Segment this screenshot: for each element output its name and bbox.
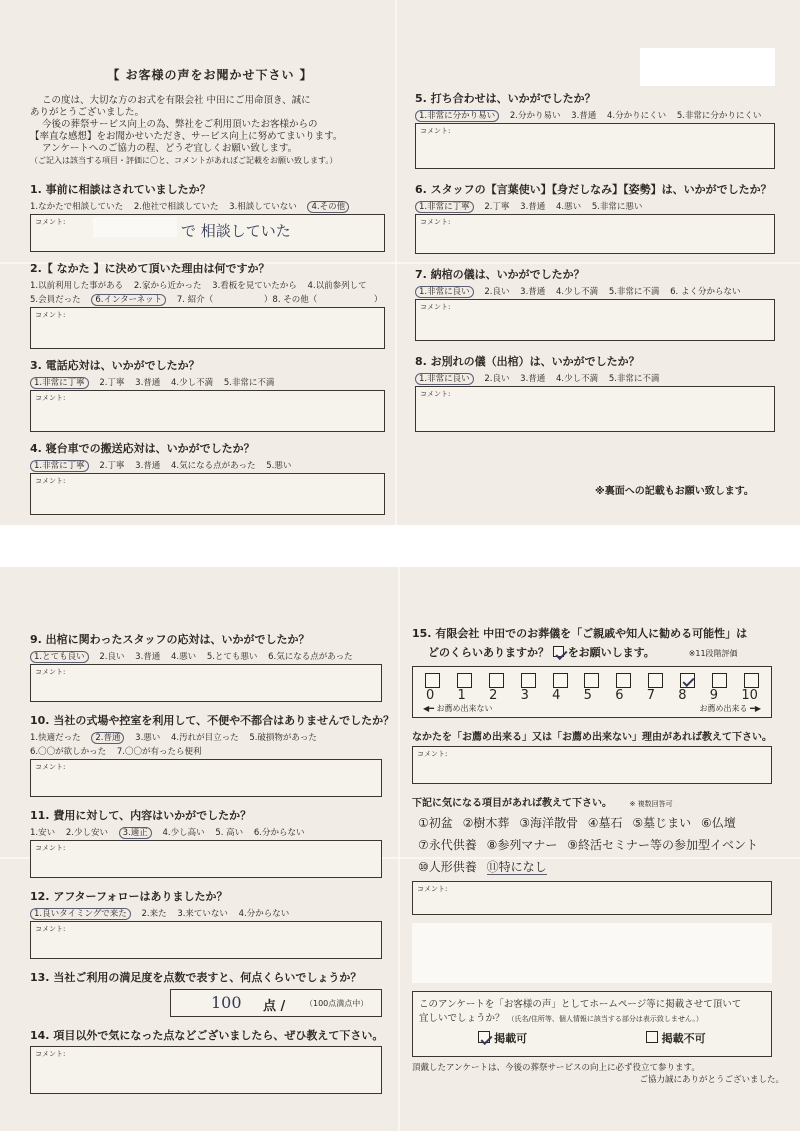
comment-box[interactable] [415, 214, 775, 254]
option[interactable]: 5.非常に分かりにくい [676, 111, 762, 121]
question-options [30, 376, 390, 388]
comment-box[interactable] [415, 386, 775, 432]
reason-prompt: なかたを「お薦め出来る」又は「お薦め出来ない」理由があれば教えて下さい。 [412, 732, 772, 743]
question-4 [30, 440, 390, 515]
question-7 [415, 266, 785, 341]
scale-checkbox[interactable] [489, 673, 504, 688]
redacted-area [640, 48, 775, 86]
question-title: 10. 当社の式場や控室を利用して、不便や不都合はありませんでしたか？ [30, 714, 395, 727]
comment-label: コメント: [417, 885, 448, 893]
option[interactable]: 1.以前利用した事がある [30, 281, 124, 291]
comment-box[interactable] [415, 299, 775, 341]
question-5 [415, 90, 785, 169]
consent-text: このアンケートを「お客様の声」としてホームページ等に掲載させて頂いて [419, 999, 742, 1010]
option[interactable]: 3.普通 [135, 378, 161, 388]
question-2 [30, 260, 390, 349]
comment-box[interactable] [30, 390, 385, 432]
comment-box[interactable] [30, 214, 385, 252]
option[interactable]: 2.良い [484, 374, 510, 384]
arrow-right-icon: ━▶ [750, 704, 761, 713]
checkbox-icon [478, 1031, 490, 1043]
comment-box[interactable] [30, 664, 382, 702]
comment-label: コメント: [420, 390, 451, 398]
comment-box[interactable] [415, 123, 775, 169]
comment-label: コメント: [35, 763, 66, 771]
question-options [30, 459, 390, 471]
option[interactable]: 6.気になる点があった [268, 652, 353, 662]
question-title: 14. 項目以外で気になった点などございましたら、ぜひ教えて下さい。 [30, 1029, 384, 1042]
option[interactable]: 7. 紹介（ [176, 295, 214, 305]
scale-checkbox[interactable] [521, 673, 536, 688]
option[interactable]: 3.普通 [135, 461, 161, 471]
option-selected[interactable]: 1.非常に丁寧 [30, 460, 89, 472]
scale-checkbox[interactable] [744, 673, 759, 688]
question-title: 12. アフターフォローはありましたか？ [30, 890, 228, 903]
option[interactable]: 1.安い [30, 828, 56, 838]
scale-checkbox[interactable] [648, 673, 663, 688]
item[interactable]: ③海洋散骨 [519, 816, 578, 830]
option[interactable]: 4.分かりにくい [606, 111, 667, 121]
option-selected[interactable]: 1.とても良い [30, 651, 89, 663]
items-note: ※ 複数回答可 [629, 800, 673, 808]
comment-label: コメント: [35, 1050, 66, 1058]
scale-checkbox[interactable] [553, 673, 568, 688]
question-title: 13. 当社ご利用の満足度を点数で表すと、何点くらいでしょうか？ [30, 971, 362, 984]
comment-box[interactable] [412, 746, 772, 784]
question-title: 4. 寝台車での搬送応対は、いかがでしたか？ [30, 442, 255, 455]
question-options [30, 907, 390, 919]
closing-text: ご協力誠にありがとうございました。 [639, 1075, 784, 1085]
item[interactable]: ②樹木葬 [462, 816, 510, 830]
option[interactable]: 1.快適だった [30, 733, 81, 743]
question-options [415, 372, 785, 384]
option[interactable]: 2.丁寧 [99, 461, 125, 471]
comment-label: コメント: [35, 477, 66, 485]
scale-checkbox[interactable] [425, 673, 440, 688]
comment-label: コメント: [417, 750, 448, 758]
option[interactable]: 6.分からない [253, 828, 305, 838]
question-options [30, 731, 390, 743]
question-options [415, 200, 785, 212]
option[interactable]: 2.少し安い [65, 828, 108, 838]
question-11 [30, 807, 390, 878]
option[interactable]: 2.良い [484, 287, 510, 297]
option[interactable]: 3.普通 [520, 374, 546, 384]
question-title: 2.【 なかた 】に決めて頂いた理由は何ですか？ [30, 262, 270, 275]
option-selected[interactable]: 1.非常に丁寧 [30, 377, 89, 389]
option[interactable]: 4.少し高い [162, 828, 205, 838]
option[interactable]: 5.破損物があった [249, 733, 317, 743]
option[interactable]: 3.普通 [520, 287, 546, 297]
option[interactable]: 6.〇〇が欲しかった [30, 747, 107, 757]
question-12 [30, 888, 390, 959]
option[interactable]: 4.少し不満 [555, 374, 599, 384]
option-selected[interactable]: 1.非常に分かり易い [415, 110, 499, 122]
comment-box[interactable] [30, 473, 385, 515]
intro-text: この度は、大切な方のお式を有限会社 中田にご用命頂き、誠に ありがとうございました。 今後の葬祭サービス向上の為、弊社をご利用頂いたお客様からの 【率直な感想】をお聞かせいただき、サービス向上に努めてまいります。 アンケートへのご協力の程、どうぞ宜しくお願い致します。 （ご記入は該当する項目・評価に〇と、コメントがあればご記載をお願い致します。） [30, 95, 343, 165]
rating-note: ※11段階評価 [688, 649, 738, 658]
question-8 [415, 353, 785, 432]
option[interactable]: 2.他社で相談していた [133, 202, 219, 212]
option[interactable]: 4.汚れが目立った [170, 733, 239, 743]
option[interactable]: 3.普通 [135, 652, 161, 662]
option-selected[interactable]: 1.非常に良い [415, 286, 474, 298]
scale-checkbox-selected[interactable] [680, 673, 695, 688]
option-selected[interactable]: 1.非常に丁寧 [415, 201, 474, 213]
option[interactable]: 5.悪い [266, 461, 292, 471]
handwritten-score: 100 [211, 993, 242, 1012]
fold-line [398, 567, 400, 1131]
score-max-note: （100点満点中） [305, 999, 369, 1008]
question-title: 3. 電話応対は、いかがでしたか？ [30, 359, 200, 372]
item[interactable]: ①初盆 [418, 816, 453, 830]
option[interactable]: 6. よく分からない [670, 287, 741, 297]
question-options [30, 745, 390, 757]
item[interactable]: ⑩人形供養 [418, 860, 477, 874]
question-title: 8. お別れの儀（出棺）は、いかがでしたか？ [415, 355, 640, 368]
question-options [415, 109, 785, 121]
score-box[interactable] [170, 989, 382, 1017]
comment-label: コメント: [35, 218, 66, 226]
option[interactable]: 4.少し不満 [555, 287, 599, 297]
option[interactable]: 2.来た [141, 909, 167, 919]
scale-checkboxes [423, 673, 761, 688]
question-6 [415, 181, 785, 254]
question-title: 6. スタッフの【言葉使い】【身だしなみ】【姿勢】は、いかがでしたか？ [415, 183, 772, 196]
option[interactable]: 2.丁寧 [484, 202, 510, 212]
checkbox-icon [646, 1031, 658, 1043]
consent-options [419, 1030, 765, 1046]
comment-box[interactable] [412, 881, 772, 915]
option[interactable]: 5. 高い [215, 828, 244, 838]
option[interactable]: 3.悪い [135, 733, 161, 743]
option[interactable]: 4.気になる点があった [170, 461, 256, 471]
consent-box [412, 991, 772, 1057]
option-selected[interactable]: 1.良いタイミングで来た [30, 908, 131, 920]
option[interactable]: 2.丁寧 [99, 378, 125, 388]
comment-box[interactable] [30, 840, 382, 878]
scale-checkbox[interactable] [616, 673, 631, 688]
option[interactable]: ）8. その他（ [263, 295, 318, 305]
comment-box[interactable] [30, 1046, 382, 1094]
question-14 [30, 1027, 390, 1094]
question-options [30, 650, 390, 662]
comment-box[interactable] [30, 759, 382, 797]
question-title: 9. 出棺に関わったスタッフの応対は、いかがでしたか？ [30, 633, 310, 646]
closing-text: 頂戴したアンケートは、今後の葬祭サービスの向上に必ず役立て参ります。 [412, 1063, 700, 1073]
question-title: 7. 納棺の儀は、いかがでしたか？ [415, 268, 585, 281]
question-1 [30, 181, 390, 252]
question-13 [30, 969, 390, 1021]
item[interactable]: ⑥仏壇 [700, 816, 736, 830]
question-title: 15. 有限会社 中田でのお葬儀を「ご親戚や知人に勧める可能性」は [412, 627, 748, 640]
question-options [30, 826, 390, 838]
option[interactable]: 3.普通 [571, 111, 597, 121]
option[interactable]: 4.以前参列して [307, 281, 367, 291]
option[interactable]: 3.相談していない [229, 202, 297, 212]
option[interactable]: 1.なかたで相談していた [30, 202, 124, 212]
option-selected[interactable]: 6.インターネット [91, 294, 166, 306]
scale-numbers: 0 1 2 3 4 5 6 7 8 9 10 [426, 688, 758, 703]
reason-section [412, 728, 784, 784]
option[interactable]: 4.少し不満 [170, 378, 214, 388]
option[interactable]: 5.会員だった [30, 295, 81, 305]
item[interactable]: ⑨終活セミナー等の参加型イベント [567, 838, 758, 852]
redacted-area [93, 217, 177, 237]
items-prompt: 下記に気になる項目があれば教えて下さい。 ※ 複数回答可 [412, 798, 673, 809]
survey-page-1 [0, 0, 800, 525]
comment-label: コメント: [35, 844, 66, 852]
option-selected[interactable]: 4.その他 [307, 201, 349, 213]
option[interactable]: 2.分かり易い [509, 111, 561, 121]
page-heading: 【 お客様の声をお聞かせ下さい 】 [107, 68, 313, 82]
option-selected[interactable]: 3.適正 [119, 827, 152, 839]
scale-labels: ◀━ お薦め出来ない お薦め出来る ━▶ [423, 704, 761, 713]
option[interactable]: 2.家から近かった [133, 281, 202, 291]
option[interactable]: 7.〇〇が有ったら便利 [116, 747, 202, 757]
comment-label: コメント: [35, 311, 66, 319]
items-list [412, 812, 784, 878]
question-title: 1. 事前に相談はされていましたか？ [30, 183, 211, 196]
option[interactable]: 5.非常に不満 [608, 374, 660, 384]
option[interactable]: 5.非常に不満 [608, 287, 660, 297]
check-icon [553, 646, 564, 657]
nps-scale [412, 666, 772, 718]
item[interactable]: ⑧参列マナー [486, 838, 558, 852]
scale-checkbox[interactable] [584, 673, 599, 688]
comment-label: コメント: [420, 127, 451, 135]
option-selected[interactable]: 2.普通 [91, 732, 124, 744]
score-unit: 点 / [263, 999, 286, 1014]
option[interactable]: 3.来ていない [177, 909, 228, 919]
option[interactable]: 2.良い [99, 652, 125, 662]
option[interactable]: 3.普通 [520, 202, 546, 212]
option[interactable]: 5.非常に悪い [591, 202, 643, 212]
option-selected[interactable]: 1.非常に良い [415, 373, 474, 385]
items-section [412, 794, 784, 915]
question-9 [30, 631, 390, 702]
option[interactable]: 4.悪い [170, 652, 197, 662]
question-options [30, 279, 390, 291]
comment-label: コメント: [35, 668, 66, 676]
option[interactable]: 3.看板を見ていたから [212, 281, 297, 291]
scale-checkbox[interactable] [457, 673, 472, 688]
question-subtitle: どのくらいありますか？ をお願いします。 ※11段階評価 [428, 646, 738, 659]
option[interactable]: 5.非常に不満 [223, 378, 275, 388]
comment-label: コメント: [420, 218, 451, 226]
consent-no[interactable]: 掲載不可 [646, 1030, 706, 1046]
option[interactable]: 4.悪い [555, 202, 582, 212]
option[interactable]: 4.分からない [238, 909, 290, 919]
item[interactable]: ⑦永代供養 [418, 838, 477, 852]
comment-label: コメント: [420, 303, 451, 311]
question-options [30, 293, 390, 305]
redacted-area [412, 923, 772, 983]
question-title: 5. 打ち合わせは、いかがでしたか？ [415, 92, 596, 105]
handwritten-comment: で 相談していた [181, 222, 291, 240]
question-10 [30, 712, 395, 797]
comment-label: コメント: [35, 394, 66, 402]
footer-note: ※裏面への記載もお願い致します。 [595, 486, 754, 497]
arrow-left-icon: ◀━ [423, 704, 434, 713]
question-options [415, 285, 785, 297]
question-15 [412, 625, 784, 718]
survey-page-2 [0, 567, 800, 1131]
question-title: 11. 費用に対して、内容はいかがでしたか？ [30, 809, 252, 822]
question-options [30, 200, 390, 212]
comment-box[interactable] [30, 307, 385, 349]
consent-text: 宜しいでしょうか？ （氏名/住所等、個人情報に該当する部分は表示致しません。） [419, 1013, 703, 1024]
comment-box[interactable] [30, 921, 382, 959]
question-3 [30, 357, 390, 432]
option[interactable]: 5.とても悪い [206, 652, 258, 662]
comment-label: コメント: [35, 925, 66, 933]
consent-yes[interactable]: 掲載可 [478, 1030, 527, 1046]
item[interactable]: ⑤墓じまい [632, 816, 692, 830]
item[interactable]: ④墓石 [587, 816, 623, 830]
item-selected[interactable]: ⑪特になし [486, 860, 547, 874]
option: ） [373, 295, 383, 305]
scale-checkbox[interactable] [712, 673, 727, 688]
